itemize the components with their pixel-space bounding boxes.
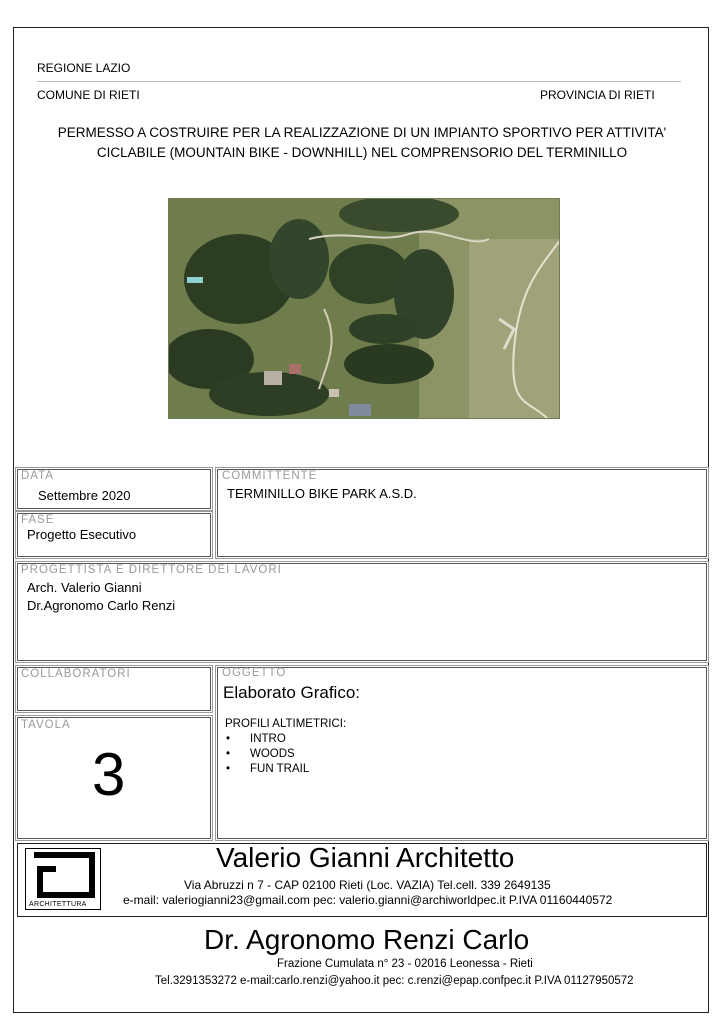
tavola-number: 3 xyxy=(92,741,126,808)
firm1-address: Via Abruzzi n 7 - CAP 02100 Rieti (Loc. VAZIA) Tel.cell. 339 2649135 xyxy=(184,878,551,892)
committente-box xyxy=(217,469,707,557)
progettista-name-2: Dr.Agronomo Carlo Renzi xyxy=(27,598,176,613)
aerial-photo xyxy=(168,198,560,419)
fase-value: Progetto Esecutivo xyxy=(27,527,137,542)
committente-value: TERMINILLO BIKE PARK A.S.D. xyxy=(227,486,417,501)
firm1-contacts: e-mail: valeriogianni23@gmail.com pec: valerio.gianni@archiworldpec.it P.IVA 01160440572 xyxy=(123,893,613,907)
committente-label: COMMITTENTE xyxy=(222,470,318,482)
firm1-name: Valerio Gianni Architetto xyxy=(216,842,515,873)
data-value: Settembre 2020 xyxy=(38,488,131,503)
oggetto-subheading: PROFILI ALTIMETRICI: xyxy=(225,718,347,730)
progettista-label: PROGETTISTA E DIRETTORE DEI LAVORI xyxy=(21,564,282,576)
oggetto-item-2 xyxy=(226,748,295,760)
oggetto-heading: Elaborato Grafico: xyxy=(223,683,361,702)
bullet-icon: • xyxy=(226,763,231,775)
fase-label: FASE xyxy=(21,514,55,526)
header-divider xyxy=(37,81,681,82)
progettista-name-1: Arch. Valerio Gianni xyxy=(27,580,142,595)
oggetto-item-label: WOODS xyxy=(250,748,295,760)
oggetto-label: OGGETTO xyxy=(222,667,287,679)
oggetto-item-1 xyxy=(226,733,286,745)
provincia-label: PROVINCIA DI RIETI xyxy=(540,88,655,102)
data-label: DATA xyxy=(21,470,54,482)
firm2-contacts: Tel.3291353272 e-mail:carlo.renzi@yahoo.it pec: c.renzi@epap.confpec.it P.IVA 01127950572 xyxy=(155,975,634,987)
comune-label: COMUNE DI RIETI xyxy=(37,88,140,102)
logo-mark-icon xyxy=(26,849,100,909)
project-title-line-2: CICLABILE (MOUNTAIN BIKE - DOWNHILL) NEL COMPRENSORIO DEL TERMINILLO xyxy=(96,145,628,160)
collaboratori-label: COLLABORATORI xyxy=(21,668,131,680)
tavola-label: TAVOLA xyxy=(21,719,71,731)
bullet-icon: • xyxy=(226,748,231,760)
oggetto-item-3 xyxy=(226,763,310,775)
region-label: REGIONE LAZIO xyxy=(37,61,131,75)
bullet-icon: • xyxy=(226,733,231,745)
architettura-logo xyxy=(25,848,101,910)
logo-text: ARCHITETTURA xyxy=(29,901,87,908)
firm2-address: Frazione Cumulata n° 23 - 02016 Leonessa - Rieti xyxy=(277,958,533,970)
project-title-line-1: PERMESSO A COSTRUIRE PER LA REALIZZAZIONE DI UN IMPIANTO SPORTIVO PER ATTIVITA' xyxy=(57,125,667,140)
firm2-name: Dr. Agronomo Renzi Carlo xyxy=(204,924,530,955)
oggetto-item-label: INTRO xyxy=(250,733,286,745)
oggetto-item-label: FUN TRAIL xyxy=(250,763,310,775)
